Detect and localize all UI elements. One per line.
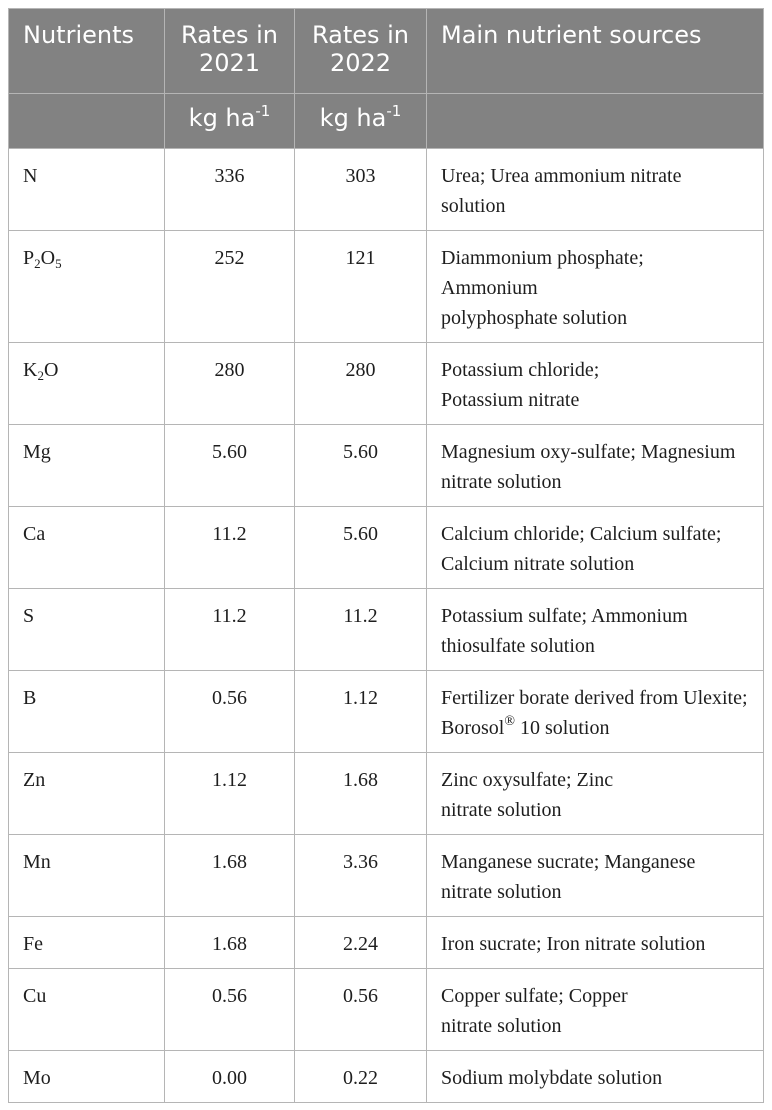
- sources-cell: Potassium sulfate; Ammonium thiosulfate solution: [427, 589, 764, 671]
- rate-2021-cell: 0.56: [165, 969, 295, 1051]
- sources-cell: Copper sulfate; Copper nitrate solution: [427, 969, 764, 1051]
- sources-cell: Magnesium oxy-sulfate; Magnesium nitrate solution: [427, 425, 764, 507]
- unit-exponent: -1: [255, 102, 271, 120]
- rate-2022-cell: 0.22: [295, 1051, 427, 1103]
- sources-cell: Sodium molybdate solution: [427, 1051, 764, 1103]
- nutrient-subscript: 2: [37, 368, 44, 383]
- rate-2022-cell: 121: [295, 231, 427, 343]
- rate-2022-cell: 280: [295, 343, 427, 425]
- header-main-nutrient-sources: Main nutrient sources: [427, 9, 764, 94]
- nutrient-rates-table: [8, 8, 764, 1103]
- table-row: [9, 231, 764, 343]
- nutrient-subscript: 2: [34, 256, 41, 271]
- header-rates-2021: Rates in 2021: [165, 9, 295, 94]
- unit-base: kg ha: [188, 104, 256, 132]
- sources-cell: Manganese sucrate; Manganese nitrate solution: [427, 835, 764, 917]
- rate-2022-cell: 1.68: [295, 753, 427, 835]
- nutrient-symbol: K: [23, 359, 38, 381]
- header-unit-2021: [165, 94, 295, 149]
- nutrient-cell: Mn: [9, 835, 165, 917]
- rate-2022-cell: 0.56: [295, 969, 427, 1051]
- rate-2021-cell: 336: [165, 149, 295, 231]
- sources-text: 10 solution: [514, 717, 610, 739]
- unit-base: kg ha: [319, 104, 387, 132]
- rate-2022-cell: 303: [295, 149, 427, 231]
- table-row: [9, 753, 764, 835]
- rate-2021-cell: 0.56: [165, 671, 295, 753]
- unit-exponent: -1: [386, 102, 402, 120]
- rate-2021-cell: 11.2: [165, 507, 295, 589]
- rate-2021-cell: 1.68: [165, 917, 295, 969]
- table-row: [9, 917, 764, 969]
- header-unit-blank: [427, 94, 764, 149]
- table-row: [9, 149, 764, 231]
- table-row: [9, 507, 764, 589]
- sources-cell: Calcium chloride; Calcium sulfate; Calcium nitrate solution: [427, 507, 764, 589]
- table-row: [9, 425, 764, 507]
- rate-2022-cell: 1.12: [295, 671, 427, 753]
- sources-cell: Potassium chloride; Potassium nitrate: [427, 343, 764, 425]
- table-row: [9, 969, 764, 1051]
- sources-text: Fertilizer borate derived from Ulexite; Borosol: [441, 687, 748, 739]
- nutrient-cell: Zn: [9, 753, 165, 835]
- nutrient-cell: Cu: [9, 969, 165, 1051]
- table-row: [9, 835, 764, 917]
- rate-2021-cell: 5.60: [165, 425, 295, 507]
- nutrient-symbol: O: [43, 359, 59, 381]
- header-unit-2022: [295, 94, 427, 149]
- nutrient-cell: B: [9, 671, 165, 753]
- table-row: [9, 1051, 764, 1103]
- rate-2021-cell: 11.2: [165, 589, 295, 671]
- rate-2021-cell: 252: [165, 231, 295, 343]
- nutrient-cell: [9, 231, 165, 343]
- sources-cell: [427, 671, 764, 753]
- rate-2021-cell: 280: [165, 343, 295, 425]
- sources-cell: Diammonium phosphate; Ammonium polyphosphate solution: [427, 231, 764, 343]
- rate-2022-cell: 3.36: [295, 835, 427, 917]
- nutrient-cell: Mo: [9, 1051, 165, 1103]
- header-unit-blank: [9, 94, 165, 149]
- nutrient-cell: S: [9, 589, 165, 671]
- table-row: [9, 343, 764, 425]
- nutrient-cell: Fe: [9, 917, 165, 969]
- nutrient-cell: [9, 343, 165, 425]
- rate-2022-cell: 11.2: [295, 589, 427, 671]
- table-row: [9, 671, 764, 753]
- rate-2021-cell: 1.68: [165, 835, 295, 917]
- nutrient-cell: N: [9, 149, 165, 231]
- nutrient-cell: Mg: [9, 425, 165, 507]
- nutrient-subscript: 5: [55, 256, 62, 271]
- nutrient-cell: Ca: [9, 507, 165, 589]
- table-row: [9, 589, 764, 671]
- sources-cell: Urea; Urea ammonium nitrate solution: [427, 149, 764, 231]
- rate-2022-cell: 2.24: [295, 917, 427, 969]
- rate-2022-cell: 5.60: [295, 507, 427, 589]
- rate-2022-cell: 5.60: [295, 425, 427, 507]
- header-rates-2022: Rates in 2022: [295, 9, 427, 94]
- rate-2021-cell: 0.00: [165, 1051, 295, 1103]
- nutrient-symbol: P: [23, 247, 35, 269]
- rate-2021-cell: 1.12: [165, 753, 295, 835]
- sources-cell: Zinc oxysulfate; Zinc nitrate solution: [427, 753, 764, 835]
- registered-mark: ®: [504, 714, 515, 729]
- header-nutrients: Nutrients: [9, 9, 165, 94]
- nutrient-symbol: O: [40, 247, 56, 269]
- sources-cell: Iron sucrate; Iron nitrate solution: [427, 917, 764, 969]
